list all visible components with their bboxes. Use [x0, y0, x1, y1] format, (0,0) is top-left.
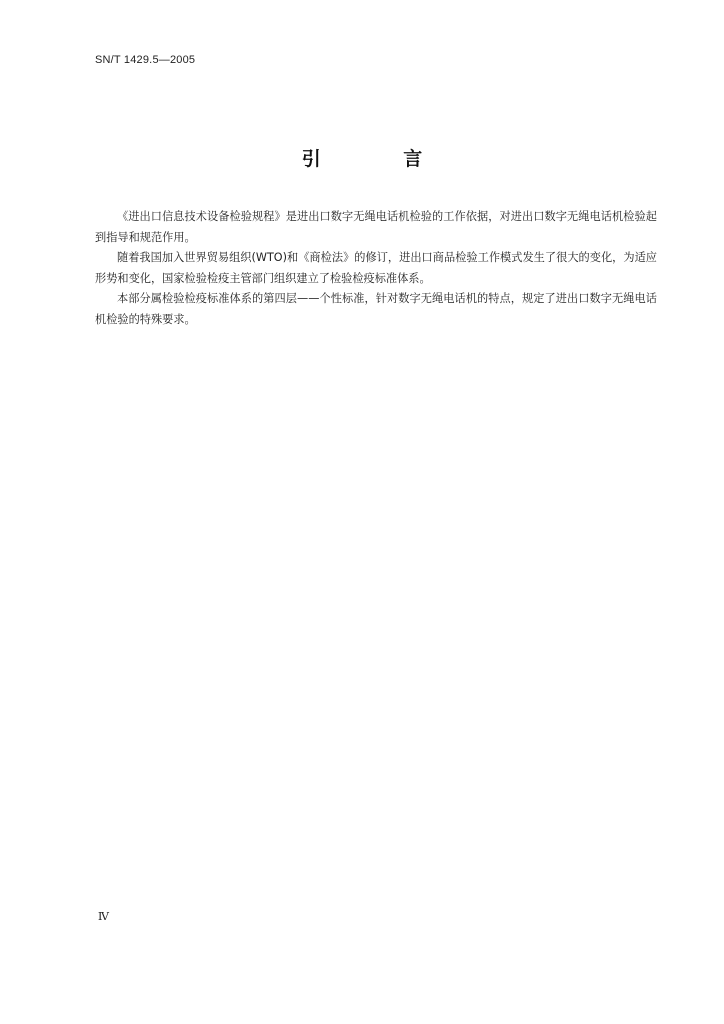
paragraph-3: 本部分属检验检疫标准体系的第四层——个性标准，针对数字无绳电话机的特点，规定了进出口数字无绳电话机检验的特殊要求。 [95, 292, 657, 326]
page-number: Ⅳ [98, 911, 109, 923]
paragraph-2: 随着我国加入世界贸易组织(WTO)和《商检法》的修订，进出口商品检验工作模式发生了很大的变化，为适应形势和变化，国家检验检疫主管部门组织建立了检验检疫标准体系。 [95, 251, 657, 285]
paragraph-1: 《进出口信息技术设备检验规程》是进出口数字无绳电话机检验的工作依据，对进出口数字无绳电话机检验起到指导和规范作用。 [95, 210, 657, 244]
page-title: 引 言 [301, 148, 461, 170]
standard-code: SN/T 1429.5—2005 [95, 54, 196, 66]
introduction-body [95, 207, 657, 330]
